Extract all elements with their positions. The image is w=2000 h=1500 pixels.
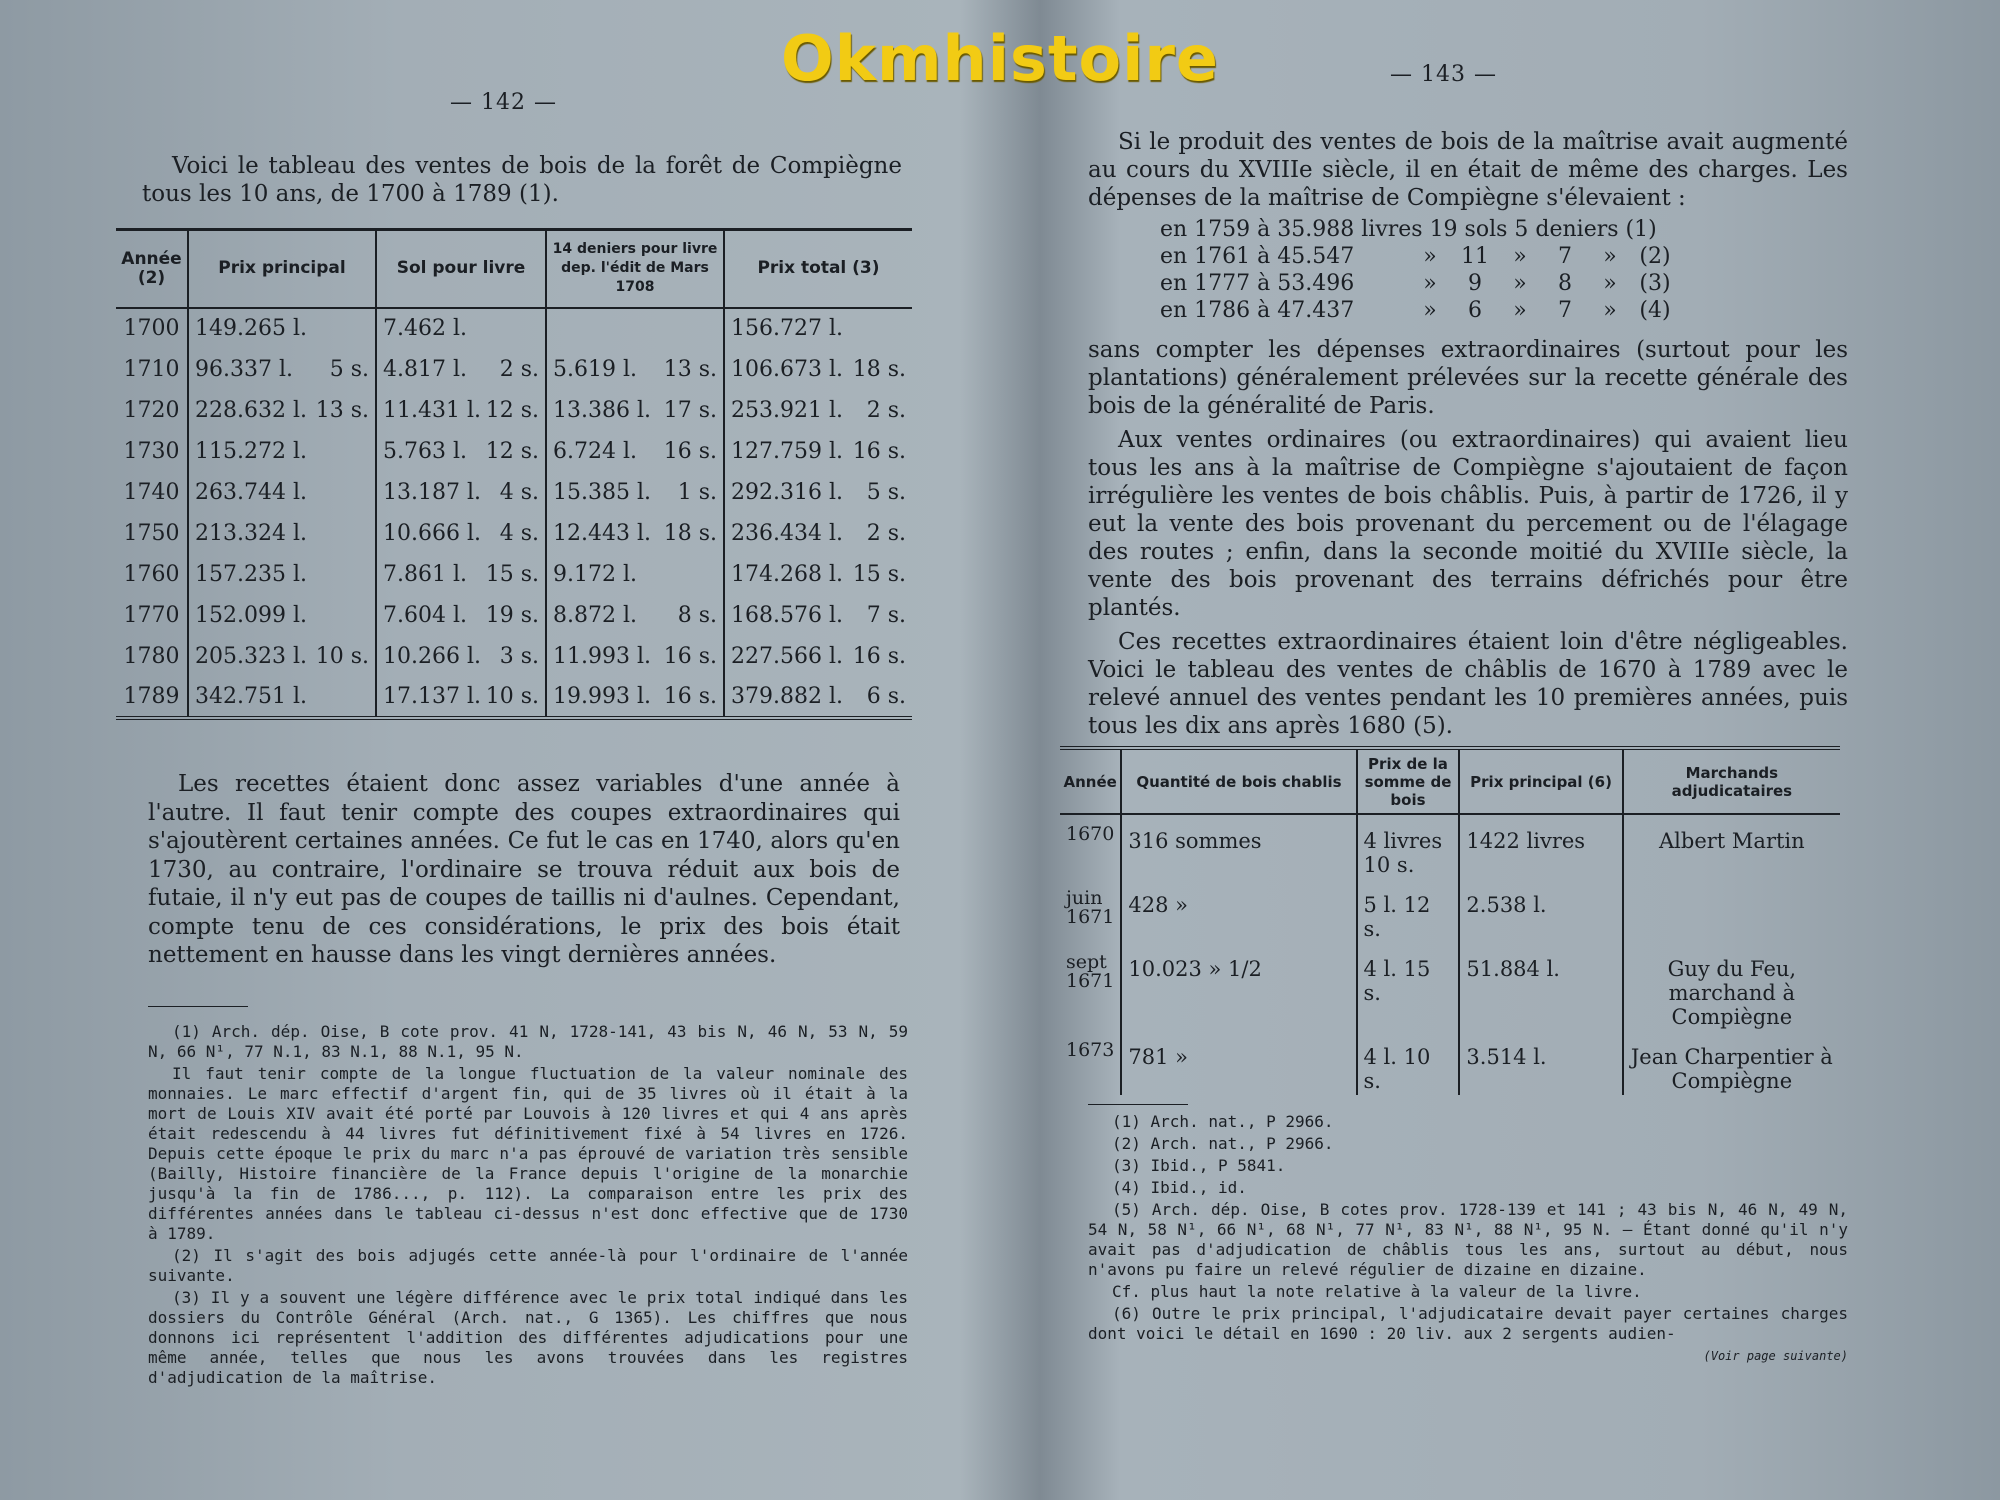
col-header-principal: Prix principal (6) — [1459, 748, 1622, 814]
cell-value: 174.268 l. — [731, 561, 843, 587]
year-cell: sept 1671 — [1060, 943, 1121, 1031]
cell-value: 12.443 l. — [553, 520, 652, 546]
list-cell: » — [1603, 298, 1617, 323]
cell-sous: 18 s. — [663, 520, 717, 546]
year-cell — [116, 472, 188, 513]
amount-cell — [546, 554, 724, 595]
amount-cell — [188, 349, 376, 390]
merchant-cell: Guy du Feu, marchand à Compiègne — [1667, 957, 1797, 1029]
amount-cell — [188, 513, 376, 554]
cell-value: 168.576 l. — [731, 602, 843, 628]
table-row — [116, 513, 912, 554]
col-header-year: Année (2) — [116, 230, 188, 308]
qty-cell: 10.023 » 1/2 — [1121, 943, 1356, 1031]
cell-value: 96.337 l. — [195, 356, 294, 382]
amount-cell — [376, 390, 546, 431]
list-cell: » — [1423, 244, 1437, 269]
year-cell — [116, 636, 188, 677]
cell-sous: 12 s. — [485, 397, 539, 423]
footnote-1: (1) Arch. dép. Oise, B cote prov. 41 N, 1728-141, 43 bis N, 46 N, 53 N, 59 N, 66 N¹, 77 N.1, 83 N.1, 88 N.1, 95 N. — [148, 1022, 908, 1061]
table-row — [116, 472, 912, 513]
cell-sous: 2 s. — [866, 397, 906, 423]
list-cell: » — [1513, 244, 1527, 269]
cell-sous: 6 s. — [866, 683, 906, 709]
cell-value: 127.759 l. — [731, 438, 843, 464]
year-cell — [116, 677, 188, 718]
cell-sous: 10 s. — [485, 683, 539, 709]
cell-sous: 2 s. — [866, 520, 906, 546]
list-cell: en 1777 à 53.496 — [1160, 271, 1355, 296]
cell-value: 19.993 l. — [553, 683, 652, 709]
cell-value: 1760 — [123, 561, 180, 587]
amount-cell — [546, 431, 724, 472]
variability-paragraph: Les recettes étaient donc assez variables d'une année à l'autre. Il faut tenir compte des coupes extraordinaires qui s'ajoutèrent certaines années. Ce fut le cas en 1740, alors qu'en 1730, au contraire, l'ordinaire se trouva réduit aux bois de futaie, il n'y eut pas de coupes de taillis ni d'aulnes. Cependant, compte tenu de ces considérations, le prix des bois était nettement en hausse dans les vingt dernières années. — [148, 771, 900, 968]
amount-cell — [724, 390, 912, 431]
year-cell: 1673 — [1060, 1031, 1121, 1095]
list-cell: 7 — [1558, 244, 1572, 269]
cell-value: 5.763 l. — [383, 438, 468, 464]
cell-sous: 2 s. — [499, 356, 539, 382]
year-cell — [116, 554, 188, 595]
cell-value: 1710 — [123, 356, 180, 382]
year-cell — [116, 431, 188, 472]
cell-value: 253.921 l. — [731, 397, 843, 423]
amount-cell — [724, 554, 912, 595]
amount-cell — [724, 349, 912, 390]
cell-value: 152.099 l. — [195, 602, 307, 628]
amount-cell — [188, 595, 376, 636]
table-row — [1060, 1031, 1840, 1095]
list-cell: 8 — [1558, 271, 1572, 296]
qty-cell: 428 » — [1121, 879, 1356, 943]
cell-sous: 16 s. — [663, 438, 717, 464]
cell-sous: 10 s. — [315, 643, 369, 669]
footnote: (1) Arch. nat., P 2966. — [1112, 1112, 1334, 1131]
cell-value: 1780 — [123, 643, 180, 669]
table-row — [1060, 943, 1840, 1031]
cell-value: 292.316 l. — [731, 479, 843, 505]
expenses-list — [1160, 216, 1680, 324]
list-cell: » — [1513, 271, 1527, 296]
year-cell: juin 1671 — [1060, 879, 1121, 943]
cell-sous: 16 s. — [663, 643, 717, 669]
list-cell: » — [1603, 271, 1617, 296]
footnote: (4) Ibid., id. — [1112, 1178, 1247, 1197]
year-cell — [116, 308, 188, 349]
year-cell: 1670 — [1060, 814, 1121, 879]
table-row — [116, 431, 912, 472]
intro-paragraph: Voici le tableau des ventes de bois de la forêt de Compiègne tous les 10 ans, de 1700 à 1789 (1). — [142, 153, 902, 207]
cell-sous: 16 s. — [852, 643, 906, 669]
right-footnotes — [1088, 1112, 1848, 1363]
cell-value: 11.993 l. — [553, 643, 652, 669]
amount-cell — [188, 431, 376, 472]
left-page — [100, 0, 920, 1500]
footnote: (5) Arch. dép. Oise, B cotes prov. 1728-139 et 141 ; 43 bis N, 46 N, 49 N, 54 N, 58 N¹, 66 N¹, 68 N¹, 77 N¹, 83 N¹, 88 N¹, 95 N. — Étant donné qu'il n'y avait pas d'adjudication de châblis tous les ans, surtout au début, nous n'avons pu faire un relevé régulier de dizaine en dizaine. — [1088, 1200, 1848, 1279]
charges-paragraph: Si le produit des ventes de bois de la maîtrise avait augmenté au cours du XVIIIe siècle, il en était de même des charges. Les dépenses de la maîtrise de Compiègne s'élevaient : — [1088, 129, 1848, 211]
cell-value: 13.386 l. — [553, 397, 652, 423]
list-cell: » — [1513, 298, 1527, 323]
table-row — [116, 677, 912, 718]
timber-sales-table — [116, 228, 912, 720]
list-cell: 11 — [1461, 244, 1489, 269]
amount-cell — [724, 472, 912, 513]
cell-value: 1750 — [123, 520, 180, 546]
cell-value: 1730 — [123, 438, 180, 464]
price-cell: 4 l. 15 s. — [1357, 943, 1460, 1031]
col-header-quantity: Quantité de bois chablis — [1121, 748, 1356, 814]
amount-cell — [546, 308, 724, 349]
amount-cell — [376, 677, 546, 718]
price-cell: 5 l. 12 s. — [1357, 879, 1460, 943]
cell-value: 263.744 l. — [195, 479, 307, 505]
cell-value: 4.817 l. — [383, 356, 468, 382]
cell-sous: 15 s. — [485, 561, 539, 587]
amount-cell — [724, 431, 912, 472]
amount-cell — [724, 677, 912, 718]
cell-value: 205.323 l. — [195, 643, 307, 669]
table-row — [116, 308, 912, 349]
cell-value: 213.324 l. — [195, 520, 307, 546]
cell-sous: 4 s. — [499, 520, 539, 546]
table-row — [116, 390, 912, 431]
amount-cell — [376, 349, 546, 390]
merchant-cell — [1623, 879, 1840, 943]
year-cell — [116, 513, 188, 554]
cell-value: 106.673 l. — [731, 356, 843, 382]
year-cell — [116, 349, 188, 390]
cell-value: 149.265 l. — [195, 316, 307, 341]
cell-sous: 5 s. — [866, 479, 906, 505]
cell-value: 115.272 l. — [195, 438, 307, 464]
col-header-total: Prix total (3) — [724, 230, 912, 308]
amount-cell — [376, 636, 546, 677]
cell-value: 6.724 l. — [553, 438, 638, 464]
price-cell: 4 l. 10 s. — [1357, 1031, 1460, 1095]
cell-value: 17.137 l. — [383, 683, 482, 709]
chablis-sales-body — [1060, 814, 1840, 1095]
year-cell — [116, 390, 188, 431]
table-row — [116, 595, 912, 636]
amount-cell — [188, 677, 376, 718]
amount-cell — [188, 308, 376, 349]
cell-value: 1700 — [123, 316, 180, 341]
col-header-somme-price: Prix de la somme de bois — [1357, 748, 1460, 814]
list-cell: 7 — [1558, 298, 1572, 323]
col-header-deniers: 14 deniers pour livre dep. l'édit de Mars 1708 — [546, 230, 724, 308]
footnote-3: (3) Il y a souvent une légère différence avec le prix total indiqué dans les dossiers du Contrôle Général (Arch. nat., G 1365). Les chiffres que nous donnons ici représentent l'addition des différentes adjudications pour une même année, telles que nous les avons trouvées dans les registres d'adjudication de la maîtrise. — [148, 1288, 908, 1387]
footnote-divider — [148, 1006, 248, 1007]
amount-cell — [724, 636, 912, 677]
amount-cell — [546, 390, 724, 431]
footnote-1-cont: Il faut tenir compte de la longue fluctuation de la valeur nominale des monnaies. Le marc effectif d'argent fin, qui de 35 livres où il était à la mort de Louis XIV avait été porté par Louvois à 120 livres et qui 4 ans après était redescendu à 44 livres fut définitivement fixé à 54 livres en 1726. Depuis cette époque le prix du marc n'a pas éprouvé de variation très sensible (Bailly, Histoire financière de la France depuis l'origine de la monarchie jusqu'à la fin de 1786..., p. 112). La comparaison entre les prix des différentes années dans le tableau ci-dessus n'est donc effective que de 1730 à 1789. — [148, 1064, 908, 1243]
list-cell: » — [1423, 271, 1437, 296]
col-header-principal: Prix principal — [188, 230, 376, 308]
right-page — [1060, 0, 1860, 1500]
cell-value: 227.566 l. — [731, 643, 843, 669]
list-item — [1160, 243, 1680, 270]
page-number: — 142 — — [450, 90, 557, 115]
list-cell: (4) — [1639, 298, 1671, 323]
cell-value: 1720 — [123, 397, 180, 423]
qty-cell: 781 » — [1121, 1031, 1356, 1095]
cell-value: 8.872 l. — [553, 602, 638, 628]
list-cell: » — [1423, 298, 1437, 323]
amount-cell — [376, 308, 546, 349]
cell-sous: 13 s. — [663, 356, 717, 382]
amount-cell — [546, 513, 724, 554]
cell-value: 342.751 l. — [195, 683, 307, 709]
table-row — [116, 636, 912, 677]
footnote-2: (2) Il s'agit des bois adjugés cette année-là pour l'ordinaire de l'année suivante. — [148, 1246, 908, 1285]
amount-cell — [546, 636, 724, 677]
merchant-cell: Albert Martin — [1659, 829, 1805, 853]
footnote: (2) Arch. nat., P 2966. — [1112, 1134, 1334, 1153]
chablis-sales-table — [1060, 746, 1840, 1095]
amount-cell — [376, 472, 546, 513]
list-cell: en 1786 à 47.437 — [1160, 298, 1355, 323]
principal-cell: 3.514 l. — [1459, 1031, 1622, 1095]
principal-cell: 1422 livres — [1459, 814, 1622, 879]
cell-value: 1789 — [123, 683, 180, 709]
cell-value: 10.666 l. — [383, 520, 482, 546]
cell-value: 9.172 l. — [553, 561, 638, 587]
cell-value: 10.266 l. — [383, 643, 482, 669]
amount-cell — [376, 431, 546, 472]
cell-value: 379.882 l. — [731, 683, 843, 709]
table-row — [1060, 814, 1840, 879]
watermark-logo: Okmhistoire — [781, 22, 1219, 95]
list-cell: en 1759 à 35.988 livres 19 sols 5 deniers (1) — [1160, 217, 1657, 242]
footnote: Cf. plus haut la note relative à la valeur de la livre. — [1112, 1282, 1642, 1301]
principal-cell: 51.884 l. — [1459, 943, 1622, 1031]
footnote-divider — [1088, 1104, 1188, 1105]
cell-value: 11.431 l. — [383, 397, 482, 423]
list-cell: 9 — [1468, 271, 1482, 296]
list-item — [1160, 270, 1680, 297]
amount-cell — [546, 677, 724, 718]
amount-cell — [188, 472, 376, 513]
footnote: (6) Outre le prix principal, l'adjudicataire devait payer certaines charges dont voici le détail en 1690 : 20 liv. aux 2 sergents audien- — [1088, 1304, 1848, 1343]
amount-cell — [724, 595, 912, 636]
continuation-note: (Voir page suivante) — [1703, 1349, 1848, 1363]
left-footnotes — [148, 1022, 908, 1390]
col-header-merchants: Marchands adjudicataires — [1623, 748, 1840, 814]
cell-sous: 7 s. — [866, 602, 906, 628]
extra-expenses-paragraph: sans compter les dépenses extraordinaires (surtout pour les plantations) généralement prélevées sur la recette générale des bois de la généralité de Paris. Aux ventes ordinaires (ou extraordinaires) qui avaient lieu tous les ans à la maîtrise de Compiègne s'ajoutaient de façon irrégulière les ventes de bois châblis. Puis, à partir de 1726, il y eut la vente des bois provenant du percement ou de l'élagage des routes ; enfin, dans la seconde moitié du XVIIIe siècle, la vente des bois provenant des terrains défrichés pour être plantés. Ces recettes extraordinaires étaient loin d'être négligeables. Voici le tableau des ventes de châblis de 1670 à 1789 avec le relevé annuel des ventes pendant les 10 premières années, puis tous les dix ans après 1680 (5). — [1088, 337, 1848, 739]
amount-cell — [188, 390, 376, 431]
table-row — [116, 554, 912, 595]
cell-sous: 18 s. — [852, 356, 906, 382]
cell-sous: 15 s. — [852, 561, 906, 587]
merchant-cell: Jean Charpentier à Compiègne — [1630, 1045, 1833, 1093]
cell-sous: 12 s. — [485, 438, 539, 464]
amount-cell — [724, 308, 912, 349]
amount-cell — [376, 513, 546, 554]
cell-value: 236.434 l. — [731, 520, 843, 546]
table-row — [116, 349, 912, 390]
cell-value: 157.235 l. — [195, 561, 307, 587]
list-cell: 6 — [1468, 298, 1482, 323]
list-cell: (2) — [1639, 244, 1671, 269]
list-item — [1160, 216, 1680, 243]
timber-sales-body — [116, 308, 912, 718]
cell-value: 7.604 l. — [383, 602, 468, 628]
table-row — [1060, 879, 1840, 943]
footnote: (3) Ibid., P 5841. — [1112, 1156, 1286, 1175]
cell-value: 228.632 l. — [195, 397, 307, 423]
amount-cell — [546, 349, 724, 390]
cell-value: 5.619 l. — [553, 356, 638, 382]
amount-cell — [546, 472, 724, 513]
cell-sous: 16 s. — [663, 683, 717, 709]
cell-value: 156.727 l. — [731, 316, 843, 341]
cell-sous: 5 s. — [329, 356, 369, 382]
cell-value: 15.385 l. — [553, 479, 652, 505]
year-cell — [116, 595, 188, 636]
cell-value: 7.462 l. — [383, 316, 468, 341]
cell-sous: 3 s. — [499, 643, 539, 669]
cell-sous: 19 s. — [485, 602, 539, 628]
amount-cell — [188, 554, 376, 595]
cell-value: 1740 — [123, 479, 180, 505]
cell-value: 7.861 l. — [383, 561, 468, 587]
cell-sous: 8 s. — [677, 602, 717, 628]
qty-cell: 316 sommes — [1121, 814, 1356, 879]
list-cell: » — [1603, 244, 1617, 269]
cell-sous: 17 s. — [663, 397, 717, 423]
cell-sous: 4 s. — [499, 479, 539, 505]
list-item — [1160, 297, 1680, 324]
list-cell: (3) — [1639, 271, 1671, 296]
amount-cell — [188, 636, 376, 677]
cell-value: 1770 — [123, 602, 180, 628]
price-cell: 4 livres 10 s. — [1357, 814, 1460, 879]
cell-value: 13.187 l. — [383, 479, 482, 505]
amount-cell — [376, 595, 546, 636]
col-header-sol: Sol pour livre — [376, 230, 546, 308]
col-header-year: Année — [1060, 748, 1121, 814]
principal-cell: 2.538 l. — [1459, 879, 1622, 943]
list-cell: en 1761 à 45.547 — [1160, 244, 1355, 269]
amount-cell — [546, 595, 724, 636]
cell-sous: 16 s. — [852, 438, 906, 464]
amount-cell — [376, 554, 546, 595]
amount-cell — [724, 513, 912, 554]
cell-sous: 13 s. — [315, 397, 369, 423]
page-number: — 143 — — [1390, 62, 1497, 87]
cell-sous: 1 s. — [677, 479, 717, 505]
